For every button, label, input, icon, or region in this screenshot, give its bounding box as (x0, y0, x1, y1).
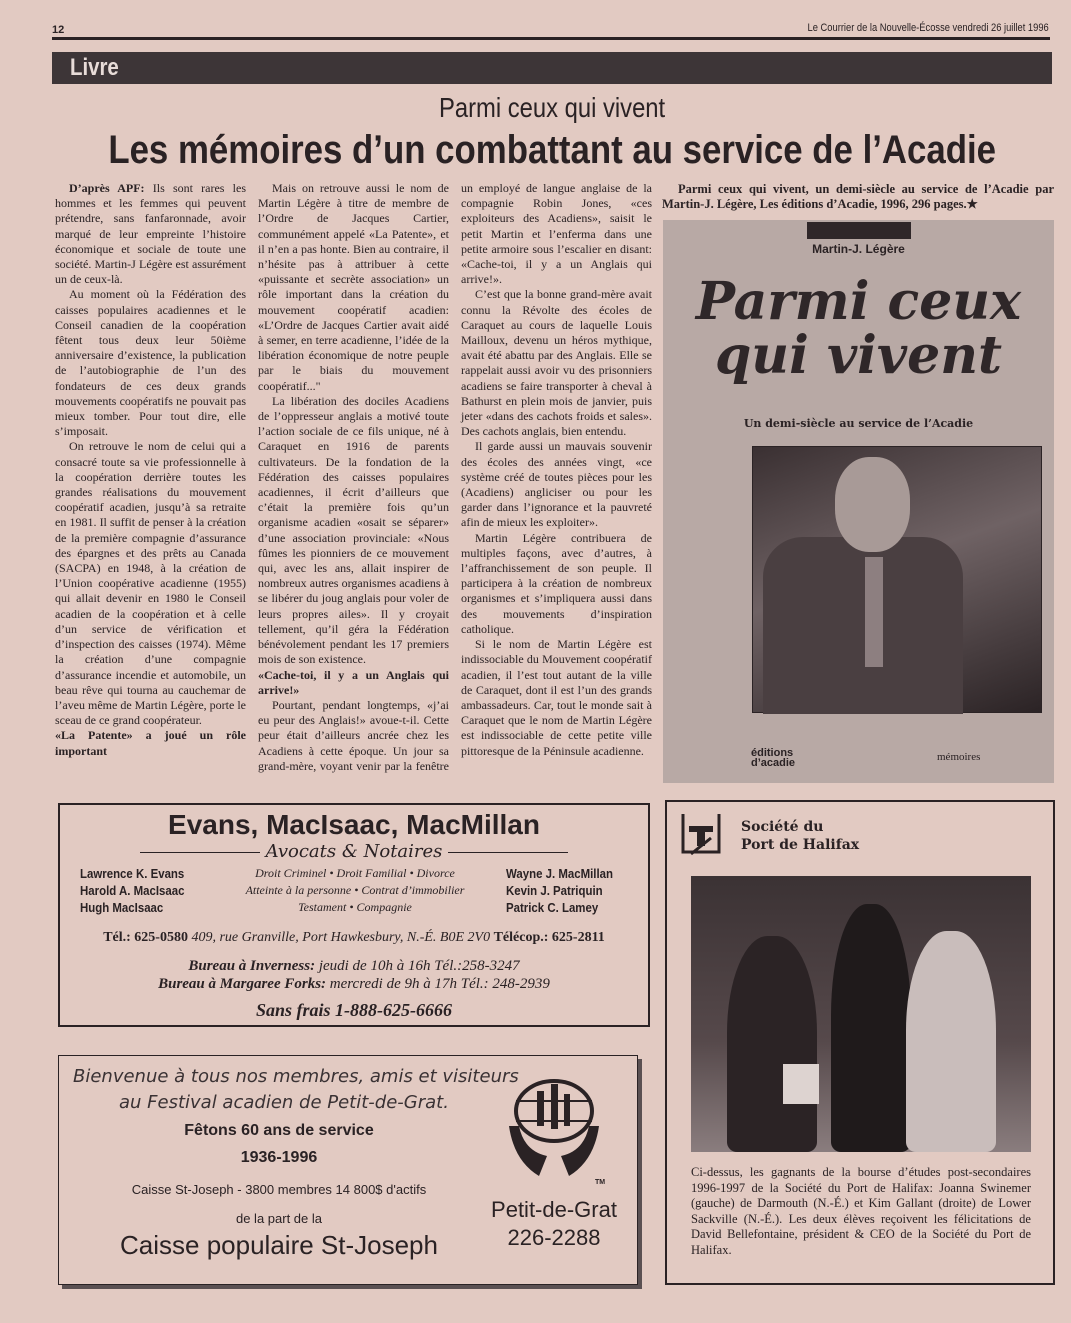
years: 1936-1996 (240, 1149, 318, 1166)
paragraph: Au moment où la Fédération des caisses populaires acadiennes et le Conseil canadien de la coopération fêtent tous deux leur 50ième anniversaire d’existence, la publication de l’autobiographie de l’un des fondateurs de ces deux grands mouvements coopératifs ne pouvait pas mieux tomber. Pour tout dire, elle s’imposait. (55, 287, 246, 439)
section-title: Livre (70, 54, 119, 81)
org-name: Société du Port de Halifax (741, 819, 860, 853)
paragraph: Pourtant, pendant longtemps, «j’ai eu peur des Anglais!» avoue-t-il. Cette peur était d’ailleurs ancrée chez les Acadiens à cette époque. Un jour sa grand-mère, voyant venir par la fenêtre un employé de langue anglaise de la compagnie Robin Jones, «ces exploiteurs des Acadiens», saisit le petit Martin et l’enferma dans une petite armoire sous l’escalier en disant: «Cache-toi, il y a un Anglais qui arrive!». (258, 181, 652, 773)
subhead: «Cache-toi, il y a un Anglais qui arrive!» (258, 667, 449, 697)
office-margaree: Bureau à Margaree Forks: mercredi de 9h à 17h Tél.: 248-2939 (158, 976, 550, 992)
welcome-line1: Bienvenue à tous nos membres, amis et visiteurs (73, 1066, 519, 1087)
article-body (55, 181, 652, 781)
toll-free: Sans frais 1-888-625-6666 (255, 1000, 452, 1020)
book-credit: Parmi ceux qui vivent, un demi-siècle au service de l’Acadie par Martin-J. Légère, Les éditions d’Acadie, 1996, 296 pages.★ (662, 182, 1054, 211)
article-headline: Les mémoires d’un combattant au service de l’Acadie (108, 128, 997, 172)
paragraph: D’après APF: Ils sont rares les hommes et les femmes qui peuvent prétendre, sans fanfaronnade, avoir marqué de leur empreinte l’histoire économique et sociale de toute une société. Martin-J Légère est assurément un de ceux-là. (55, 181, 246, 287)
welcome-line2: au Festival acadien de Petit-de-Grat. (119, 1092, 449, 1113)
paragraph: Il garde aussi un mauvais souvenir des écoles des années vingt, «ce système créé de toutes pièces pour les (Acadiens) angliciser ou pour les garder dans l’ignorance et la pauvreté afin de mieux les exploiter». (461, 439, 652, 530)
halifax-port-notice (665, 800, 1055, 1285)
contact-line: Tél.: 625-0580 409, rue Granville, Port Hawkesbury, N.-É. B0E 2V0 Télécop.: 625-2811 (103, 930, 605, 945)
caisse-globe-hands-icon (499, 1076, 609, 1186)
paragraph: Si le nom de Martin Légère est indissociable du Mouvement coopératif acadien, il l’est tout autant de la ville de Caraquet, dont il est l’un des grands ambassadeurs. Car, tout le monde sait à Caraquet que le nom de Martin Légère est indissociable de cette petite ville pittoresque de la Péninsule acadienne. (461, 637, 652, 758)
photo-caption: Ci-dessus, les gagnants de la bourse d’études post-secondaires 1996-1997 de la Société du Port de Halifax: Joanna Swinemer (gauche) de Darmouth (N.-É.) et Kim Gallant (droite) de Lower Sackville (N.-É.). Les deux élèves reçoivent les félicitations de David Bellefontaine, président & CEO de la Société du Port de Halifax. (691, 1165, 1031, 1257)
caisse-name: Caisse populaire St-Joseph (120, 1230, 438, 1260)
cover-genre: mémoires (937, 751, 981, 763)
trademark: TM (595, 1179, 606, 1186)
cover-bar (807, 222, 911, 239)
paragraph: Martin Légère contribuera de multiples façons, avec d’autres, à l’affranchissement de son peuple. Il participera à la création de nombreux organismes et s’impliquera aussi dans des mouvements d’inspiration catholique. (461, 530, 652, 636)
from-line: de la part de la (235, 1211, 322, 1226)
paragraph: Mais on retrouve aussi le nom de Martin Légère à titre de membre de l’Ordre de Jacques Cartier, communément appelé «La Patente», et il n’en a pas honte. Bien au contraire, il n’hésite pas à attribuer à cette «puissante et secrète association» un rôle important dans la création du mouvement coopératif acadien: «L’Ordre de Jacques Cartier avait aidé à semer, en terre acadienne, l’idée de la libération économique de notre peuple par le biais du mouvement coopératif..." (258, 181, 449, 393)
section-banner (52, 52, 1052, 84)
caisse-ad (58, 1055, 638, 1285)
book-cover (663, 220, 1054, 783)
left-names: Lawrence K. Evans Harold A. MacIsaac Hugh MacIsaac (80, 866, 185, 915)
byline: D’après APF: (69, 181, 145, 195)
subhead: «La Patente» a joué un rôle important (55, 728, 246, 758)
cover-title: Parmi ceux qui vivent (695, 271, 1022, 386)
right-names: Wayne J. MacMillan Kevin J. Patriquin Patrick C. Lamey (506, 866, 614, 915)
caisse-contact: Petit-de-Grat 226-2288 (491, 1197, 617, 1250)
cover-author: Martin-J. Légère (812, 242, 905, 256)
header-rule (52, 37, 1050, 40)
firm-tagline: Avocats & Notaires (60, 841, 648, 862)
practice-areas: Droit Criminel • Droit Familial • Divorce Atteinte à la personne • Contrat d’immobilier Testament • Compagnie (245, 866, 465, 914)
author-photo (752, 446, 1042, 713)
port-halifax-logo-icon (681, 812, 721, 856)
publisher-logo: éditions d’acadie (751, 747, 796, 769)
firm-name: Evans, MacIsaac, MacMillan (168, 809, 540, 840)
paragraph: C’est que la bonne grand-mère avait connu la Révolte des écoles de Caraquet au cours de laquelle Louis Mailloux, devenu un héros mythique, avait été abattu par des Anglais. Elle se rappelait aussi avoir vu des prisonniers acadiens se faire transporter à cheval à Bathurst en plein mois de janvier, puis jeter «dans des cachots froids et sales». Des cachots anglais, bien entendu. (461, 287, 652, 439)
winners-photo (691, 876, 1031, 1152)
lawyers-ad (58, 803, 650, 1027)
article-kicker: Parmi ceux qui vivent (439, 92, 666, 123)
paragraph: On retrouve le nom de celui qui a consacré toute sa vie professionnelle à la coopération derrière toutes les grandes réalisations du mouvement coopératif acadien, jusqu’à sa retraite en 1981. Il suffit de penser à la création de la première compagnie d’assurance des épargnes et des prêts au Canada (SACPA) en 1948, à la création de l’Union coopérative acadienne (1955) qui allait devenir en 1980 le Conseil acadien de la coopération et à celle d’un service de vérification et d’inspection des caisses (1974). Même la création d’une compagnie d’assurance incendie et automobile, un beau rêve qui tourna au cauchemar de l’aveu même de Martin Légère, porte le sceau de ce grand coopérateur. (55, 439, 246, 728)
masthead: Le Courrier de la Nouvelle-Écosse vendredi 26 juillet 1996 (807, 22, 1049, 34)
stats: Caisse St-Joseph - 3800 membres 14 800$ d'actifs (131, 1182, 427, 1197)
page-number: 12 (52, 24, 65, 36)
paragraph: La libération des dociles Acadiens de l’oppresseur anglais a motivé toute l’action sociale de ce fils unique, né à Caraquet en 1916 de parents cultivateurs. De la fondation de la Fédération des caisses populaires acadiennes, il écrit d’ailleurs que c’était la première fois qu’un organisme acadien «osait se séparer» d’une association provinciale: «Nous fûmes les pionniers de ce mouvement qui, avec les ans, allait inspirer de nombreux autres organismes acadiens à se libérer du joug anglais pour voler de leurs propres ailes». Il y croyait tellement, qu’il géra la Fédération bénévolement pendant les 17 premiers mois de son existence. (258, 393, 449, 667)
office-inverness: Bureau à Inverness: jeudi de 10h à 16h Tél.:258-3247 (188, 958, 520, 974)
celebrate: Fêtons 60 ans de service (184, 1122, 374, 1139)
cover-subtitle: Un demi-siècle au service de l’Acadie (743, 417, 974, 430)
